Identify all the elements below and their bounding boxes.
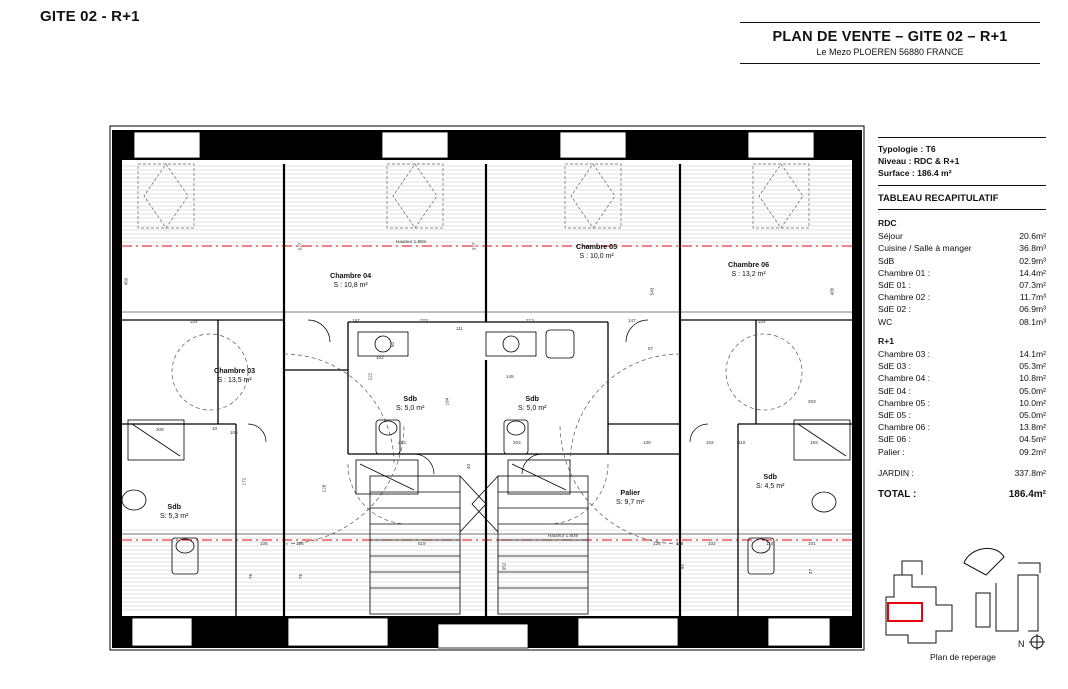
rdc-title: RDC	[878, 217, 897, 228]
room-name: Chambre 06	[728, 260, 770, 269]
dimension: 324	[758, 319, 766, 324]
room-name: Sdb	[403, 394, 417, 403]
room-area: S: 5,0 m²	[396, 404, 425, 412]
dimension: 126	[296, 541, 304, 546]
jardin-row	[878, 467, 1046, 479]
room-label: SdE 04 :	[878, 385, 911, 396]
table-row	[878, 397, 1046, 409]
dimension: 147	[352, 318, 360, 323]
dimension: 76	[298, 573, 304, 580]
room-label-chambre-05	[576, 242, 617, 262]
room-area: 13.8m²	[1019, 422, 1046, 433]
table-row	[878, 385, 1046, 397]
dimension: 126	[653, 541, 661, 546]
page-title: GITE 02 - R+1	[40, 8, 140, 25]
dimension: 324	[190, 319, 198, 324]
dimension: 222	[367, 372, 373, 381]
dimension: 110	[738, 440, 746, 445]
room-name: Palier	[620, 488, 640, 497]
room-label-chambre-04	[330, 271, 371, 291]
room-area: 10.8m²	[1019, 373, 1046, 384]
north-label: N	[1018, 639, 1025, 649]
total-value: 186.4m²	[1008, 489, 1046, 501]
dimension: 147	[628, 318, 636, 323]
room-label: SdE 05 :	[878, 410, 911, 420]
dimension: 47	[808, 568, 814, 575]
title-rule-bottom	[740, 63, 1040, 64]
table-row	[878, 316, 1046, 328]
jardin-value: 337.8m²	[1014, 467, 1046, 478]
room-area: 04.5m²	[1019, 434, 1046, 445]
room-label-chambre-03	[214, 366, 255, 386]
room-label: SdE 06 :	[878, 434, 911, 445]
room-area: 05.0m²	[1019, 385, 1046, 396]
dimension: 203	[513, 440, 521, 445]
room-name: Sdb	[525, 394, 539, 403]
table-row	[878, 421, 1046, 433]
room-label: SdE 03 :	[878, 361, 911, 372]
rdc-table	[878, 230, 1046, 328]
dimension: 111	[456, 326, 463, 331]
dimension: 40	[466, 463, 472, 470]
document-subtitle: Le Mezo PLOEREN 56880 FRANCE	[816, 47, 964, 57]
dimension: 213	[398, 440, 406, 445]
dimension: 527	[297, 242, 303, 251]
room-area: 11.7m³	[1019, 292, 1046, 303]
dimension: 76	[248, 573, 254, 580]
dimension: 118	[676, 541, 684, 546]
room-label-sdb-droite	[756, 472, 784, 492]
dimension: 377	[471, 242, 477, 251]
room-label: Cuisine / Salle à manger	[878, 243, 972, 254]
room-label: Chambre 04 :	[878, 373, 931, 384]
info-rule-recap	[878, 209, 1046, 210]
dimension: 102	[376, 355, 384, 360]
dimension: 164	[444, 397, 450, 406]
dimension: 10	[212, 426, 218, 431]
room-label: Palier :	[878, 446, 905, 457]
dimension: 128	[321, 484, 327, 493]
room-area: 02.9m³	[1019, 255, 1046, 266]
room-name: Chambre 04	[330, 271, 372, 280]
height-note: Hauteur 1.80m	[548, 533, 579, 538]
room-area: 14.4m²	[1019, 267, 1046, 278]
room-label-sdb-gauche	[160, 502, 188, 522]
room-label: SdE 02 :	[878, 304, 911, 315]
floor-plan-drawing	[108, 124, 866, 652]
dimension: 352	[501, 562, 507, 571]
room-label: Chambre 05 :	[878, 397, 931, 408]
dimension: 105	[260, 541, 268, 546]
r1-title: R+1	[878, 335, 895, 346]
room-label-sdb-centre-droite	[518, 394, 546, 414]
table-row	[878, 348, 1046, 360]
room-label: Séjour	[878, 231, 903, 242]
info-rule-top	[878, 137, 1046, 138]
dimension: 203	[808, 399, 816, 404]
typologie: Typologie : T6	[878, 144, 936, 154]
document-title: PLAN DE VENTE – GITE 02 – R+1	[772, 29, 1008, 45]
dimension: 543	[649, 287, 655, 296]
room-label: WC	[878, 316, 893, 327]
dimension: 101	[808, 541, 816, 546]
niveau: Niveau : RDC & R+1	[878, 156, 960, 167]
dimension: 139	[643, 440, 651, 445]
room-label: Chambre 01 :	[878, 267, 931, 278]
room-label: SdB	[878, 255, 895, 266]
table-row	[878, 409, 1046, 421]
room-label: Chambre 06 :	[878, 422, 931, 433]
height-note: Hauteur 1.80m	[396, 239, 427, 244]
room-label: Chambre 02 :	[878, 292, 931, 303]
room-name: Chambre 03	[214, 366, 256, 375]
room-area: 07.3m²	[1019, 279, 1046, 290]
table-row	[878, 360, 1046, 372]
table-row	[878, 303, 1046, 315]
dimension: 105	[230, 430, 238, 435]
room-label-palier	[616, 488, 644, 508]
total-row	[878, 488, 1046, 502]
dimension: 213	[526, 318, 534, 323]
recap-title: TABLEAU RECAPITULATIF	[878, 191, 999, 203]
dimension: 209	[156, 427, 164, 432]
room-area: 08.1m³	[1019, 316, 1046, 327]
table-row	[878, 433, 1046, 445]
room-area: S : 10,0 m²	[579, 252, 614, 260]
dimension: 57	[648, 346, 654, 351]
table-row	[878, 255, 1046, 267]
title-block	[740, 22, 1040, 64]
room-name: Sdb	[763, 472, 777, 481]
dimension: 223	[420, 318, 428, 323]
table-row	[878, 279, 1046, 291]
room-label-sdb-centre-gauche	[396, 394, 424, 414]
dimension: 172	[241, 477, 247, 486]
dimension: 50	[390, 341, 396, 348]
table-row	[878, 267, 1046, 279]
room-label-chambre-06	[728, 260, 769, 280]
dimension: 102	[706, 440, 714, 445]
room-area: 20.6m²	[1019, 231, 1046, 242]
room-area: S: 9,7 m²	[616, 498, 645, 506]
room-area: 10.0m²	[1019, 397, 1046, 408]
surface: Surface : 186.4 m²	[878, 168, 952, 179]
info-rule-mid	[878, 185, 1046, 186]
r1-table	[878, 348, 1046, 458]
room-area: 14.1m²	[1019, 348, 1046, 359]
room-area: 05.3m²	[1019, 361, 1046, 372]
dimension: 450	[123, 277, 129, 286]
table-row	[878, 242, 1046, 254]
dimension: 102	[708, 541, 716, 546]
dimension: 92	[680, 563, 686, 570]
dimension: 145	[506, 374, 514, 379]
room-area: S: 5,3 m²	[160, 512, 189, 520]
room-area: S: 4,5 m²	[756, 482, 785, 490]
locator-caption: Plan de reperage	[930, 652, 996, 662]
table-row	[878, 372, 1046, 384]
jardin-label: JARDIN :	[878, 467, 914, 478]
table-row	[878, 230, 1046, 242]
room-area: S : 13,5 m²	[217, 376, 252, 384]
table-row	[878, 291, 1046, 303]
room-area: 06.9m³	[1019, 304, 1046, 315]
room-area: S : 10,8 m²	[333, 281, 368, 289]
dimension: 193	[810, 440, 818, 445]
table-row	[878, 446, 1046, 458]
room-label: SdE 01 :	[878, 279, 911, 290]
room-area: S : 13,2 m²	[731, 270, 766, 278]
room-label: Chambre 03 :	[878, 348, 931, 359]
info-panel	[878, 132, 1046, 502]
room-area: 09.2m²	[1019, 446, 1046, 457]
room-area: S: 5,0 m²	[518, 404, 547, 412]
room-area: 05.0m²	[1019, 410, 1046, 420]
dimension: 519	[418, 541, 426, 546]
dimension: 110	[766, 541, 774, 546]
room-area: 36.8m³	[1019, 243, 1046, 254]
dimension: 485	[829, 287, 835, 296]
north-indicator	[1018, 634, 1045, 650]
room-name: Sdb	[167, 502, 181, 511]
room-name: Chambre 05	[576, 242, 618, 251]
total-label: TOTAL :	[878, 489, 917, 501]
